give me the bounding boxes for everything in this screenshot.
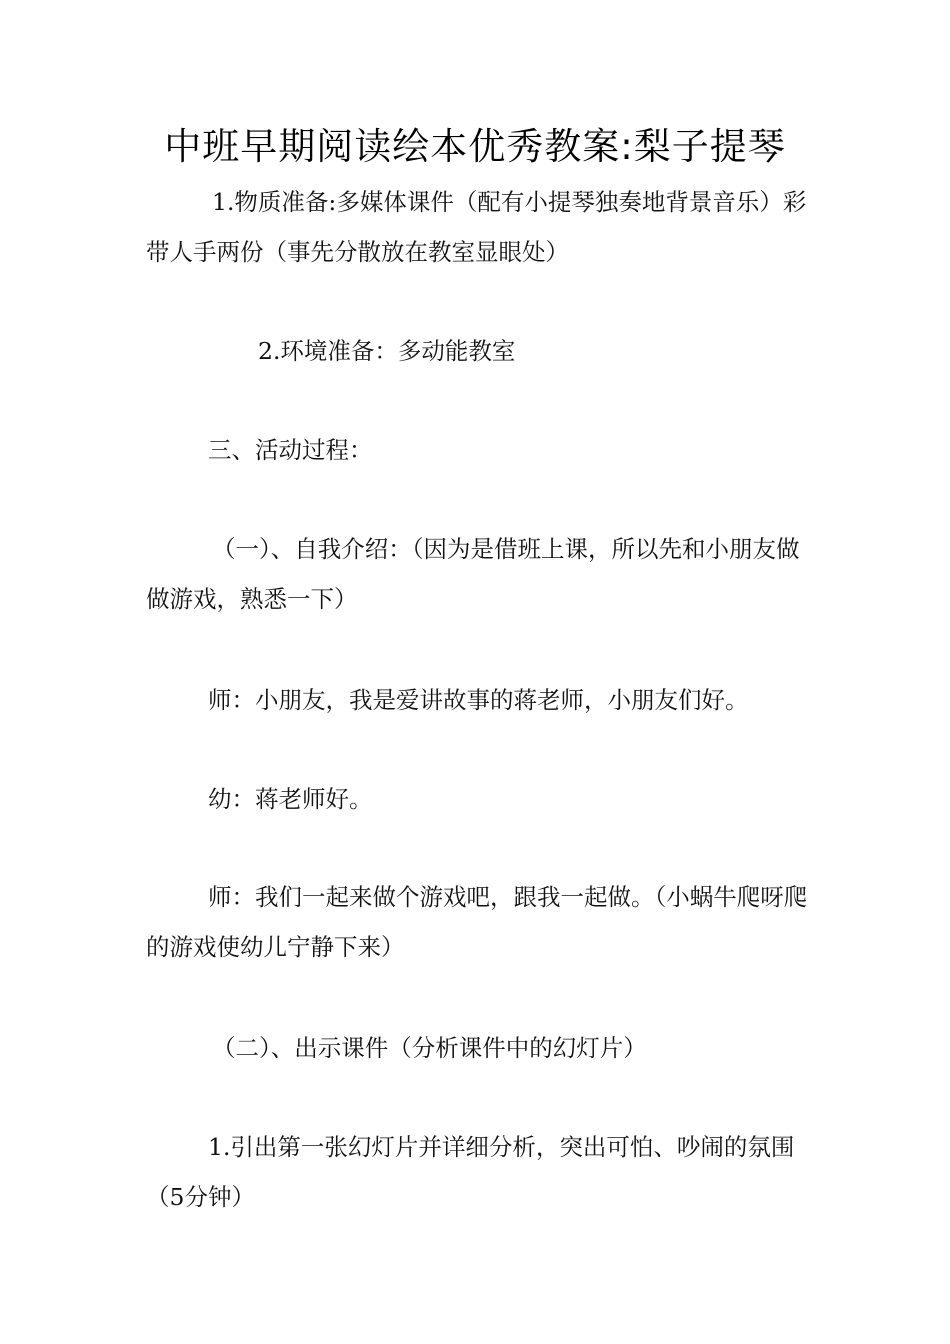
paragraph-first-slide: 1.引出第一张幻灯片并详细分析，突出可怕、吵闹的氛围（5分钟） (146, 1133, 795, 1211)
section-heading-activity-process: 三、活动过程： (208, 436, 373, 464)
document-title: 中班早期阅读绘本优秀教案:梨子提琴 (164, 125, 786, 168)
paragraph-show-courseware: （二）、出示课件（分析课件中的幻灯片） (212, 1034, 647, 1062)
paragraph-children-reply: 幼：蒋老师好。 (208, 785, 373, 813)
paragraph-self-introduction: （一）、自我介绍：（因为是借班上课，所以先和小朋友做做游戏，熟悉一下） (146, 535, 800, 613)
paragraph-material-preparation: 1.物质准备:多媒体课件（配有小提琴独奏地背景音乐）彩带人手两份（事先分散放在教室显眼处） (146, 188, 807, 266)
paragraph-environment-preparation: 2.环境准备：多动能教室 (258, 337, 516, 365)
paragraph-teacher-game: 师：我们一起来做个游戏吧，跟我一起做。（小蜗牛爬呀爬的游戏使幼儿宁静下来） (146, 883, 808, 961)
paragraph-teacher-greeting: 师：小朋友，我是爱讲故事的蒋老师，小朋友们好。 (208, 686, 749, 714)
